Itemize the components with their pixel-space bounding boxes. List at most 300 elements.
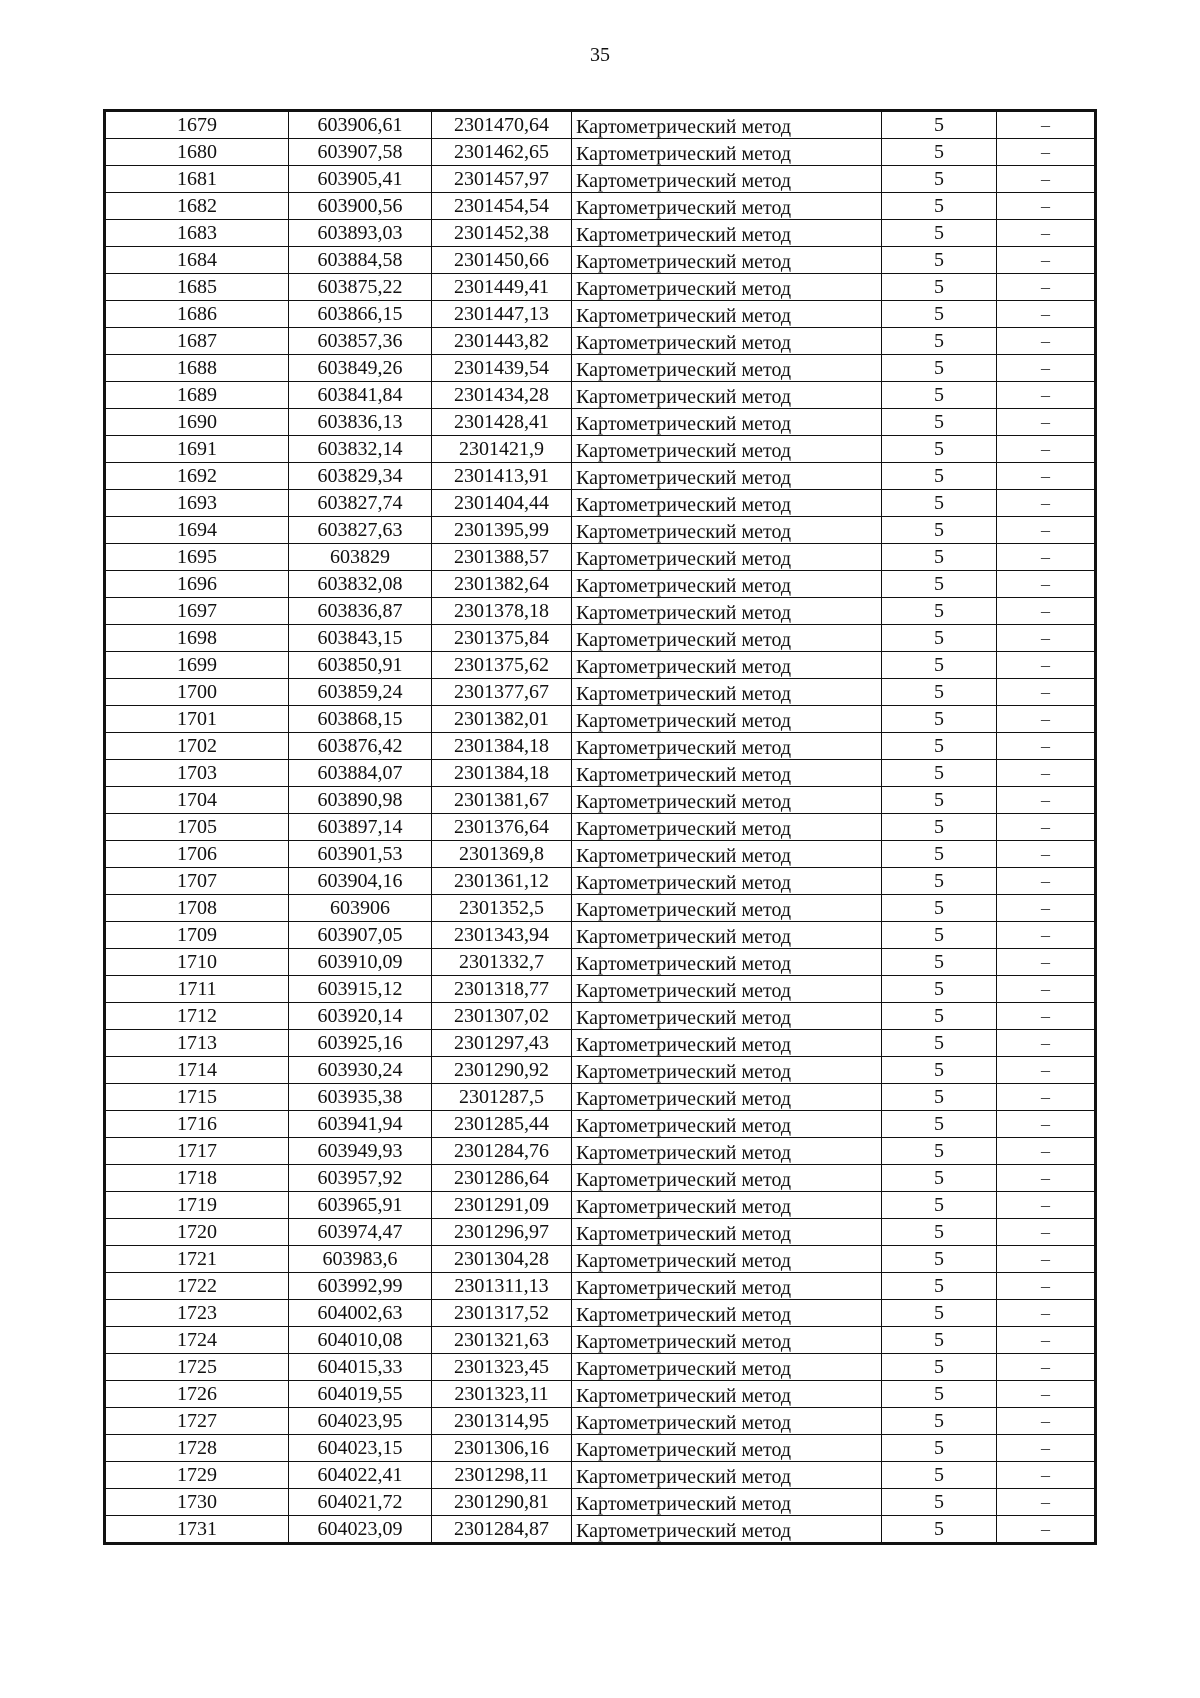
accuracy-cell: 5 [882, 976, 997, 1003]
method-cell: Картометрический метод [572, 384, 882, 411]
accuracy-cell: 5 [882, 247, 997, 274]
table-row [105, 679, 1096, 706]
y-coordinate-cell: 2301382,01 [432, 706, 572, 733]
y-coordinate-cell: 2301343,94 [432, 922, 572, 949]
y-coordinate-cell: 2301369,8 [432, 841, 572, 868]
point-number-cell: 1710 [105, 949, 289, 976]
point-number-cell: 1684 [105, 247, 289, 274]
x-coordinate-cell: 604015,33 [289, 1354, 432, 1381]
description-cell: – [997, 274, 1096, 301]
description-cell: – [997, 1003, 1096, 1030]
description-cell: – [997, 1489, 1096, 1516]
table-row [105, 571, 1096, 598]
y-coordinate-cell: 2301378,18 [432, 598, 572, 625]
table-row [105, 274, 1096, 301]
point-number-cell: 1714 [105, 1057, 289, 1084]
method-cell: Картометрический метод [572, 222, 882, 249]
y-coordinate-cell: 2301307,02 [432, 1003, 572, 1030]
accuracy-cell: 5 [882, 1138, 997, 1165]
table-row [105, 1219, 1096, 1246]
point-number-cell: 1721 [105, 1246, 289, 1273]
description-cell: – [997, 895, 1096, 922]
y-coordinate-cell: 2301297,43 [432, 1030, 572, 1057]
x-coordinate-cell: 603992,99 [289, 1273, 432, 1300]
table-row [105, 652, 1096, 679]
table-row [105, 1192, 1096, 1219]
method-cell: Картометрический метод [572, 1086, 882, 1113]
point-number-cell: 1702 [105, 733, 289, 760]
description-cell: – [997, 382, 1096, 409]
table-row [105, 760, 1096, 787]
accuracy-cell: 5 [882, 760, 997, 787]
x-coordinate-cell: 603827,74 [289, 490, 432, 517]
accuracy-cell: 5 [882, 814, 997, 841]
x-coordinate-cell: 603875,22 [289, 274, 432, 301]
point-number-cell: 1728 [105, 1435, 289, 1462]
y-coordinate-cell: 2301290,92 [432, 1057, 572, 1084]
method-cell: Картометрический метод [572, 113, 882, 141]
y-coordinate-cell: 2301462,65 [432, 139, 572, 166]
x-coordinate-cell: 603910,09 [289, 949, 432, 976]
method-cell: Картометрический метод [572, 465, 882, 492]
table-row [105, 1111, 1096, 1138]
table-row [105, 1516, 1096, 1544]
y-coordinate-cell: 2301388,57 [432, 544, 572, 571]
x-coordinate-cell: 603849,26 [289, 355, 432, 382]
description-cell: – [997, 706, 1096, 733]
table-row [105, 490, 1096, 517]
y-coordinate-cell: 2301290,81 [432, 1489, 572, 1516]
point-number-cell: 1701 [105, 706, 289, 733]
table-row [105, 733, 1096, 760]
method-cell: Картометрический метод [572, 303, 882, 330]
method-cell: Картометрический метод [572, 1248, 882, 1275]
x-coordinate-cell: 603915,12 [289, 976, 432, 1003]
point-number-cell: 1699 [105, 652, 289, 679]
x-coordinate-cell: 603905,41 [289, 166, 432, 193]
method-cell: Картометрический метод [572, 1491, 882, 1518]
table-row [105, 1381, 1096, 1408]
y-coordinate-cell: 2301291,09 [432, 1192, 572, 1219]
accuracy-cell: 5 [882, 111, 997, 139]
accuracy-cell: 5 [882, 517, 997, 544]
description-cell: – [997, 841, 1096, 868]
accuracy-cell: 5 [882, 409, 997, 436]
y-coordinate-cell: 2301286,64 [432, 1165, 572, 1192]
description-cell: – [997, 1111, 1096, 1138]
method-cell: Картометрический метод [572, 1464, 882, 1491]
point-number-cell: 1694 [105, 517, 289, 544]
method-cell: Картометрический метод [572, 654, 882, 681]
point-number-cell: 1718 [105, 1165, 289, 1192]
method-cell: Картометрический метод [572, 1221, 882, 1248]
method-cell: Картометрический метод [572, 1059, 882, 1086]
point-number-cell: 1696 [105, 571, 289, 598]
accuracy-cell: 5 [882, 436, 997, 463]
table-row [105, 1084, 1096, 1111]
x-coordinate-cell: 603850,91 [289, 652, 432, 679]
description-cell: – [997, 976, 1096, 1003]
y-coordinate-cell: 2301439,54 [432, 355, 572, 382]
method-cell: Картометрический метод [572, 762, 882, 789]
table-row [105, 922, 1096, 949]
x-coordinate-cell: 603965,91 [289, 1192, 432, 1219]
accuracy-cell: 5 [882, 1516, 997, 1544]
point-number-cell: 1712 [105, 1003, 289, 1030]
accuracy-cell: 5 [882, 355, 997, 382]
accuracy-cell: 5 [882, 490, 997, 517]
y-coordinate-cell: 2301382,64 [432, 571, 572, 598]
accuracy-cell: 5 [882, 301, 997, 328]
point-number-cell: 1680 [105, 139, 289, 166]
table-row [105, 517, 1096, 544]
description-cell: – [997, 544, 1096, 571]
x-coordinate-cell: 604023,09 [289, 1516, 432, 1544]
accuracy-cell: 5 [882, 1354, 997, 1381]
accuracy-cell: 5 [882, 166, 997, 193]
x-coordinate-cell: 603906 [289, 895, 432, 922]
table-row [105, 111, 1096, 139]
x-coordinate-cell: 603857,36 [289, 328, 432, 355]
description-cell: – [997, 490, 1096, 517]
table-row [105, 1354, 1096, 1381]
table-row [105, 814, 1096, 841]
point-number-cell: 1705 [105, 814, 289, 841]
description-cell: – [997, 868, 1096, 895]
x-coordinate-cell: 603868,15 [289, 706, 432, 733]
method-cell: Картометрический метод [572, 708, 882, 735]
method-cell: Картометрический метод [572, 1005, 882, 1032]
y-coordinate-cell: 2301452,38 [432, 220, 572, 247]
method-cell: Картометрический метод [572, 924, 882, 951]
y-coordinate-cell: 2301285,44 [432, 1111, 572, 1138]
description-cell: – [997, 111, 1096, 139]
table-row [105, 1138, 1096, 1165]
description-cell: – [997, 355, 1096, 382]
method-cell: Картометрический метод [572, 1302, 882, 1329]
point-number-cell: 1703 [105, 760, 289, 787]
x-coordinate-cell: 603901,53 [289, 841, 432, 868]
accuracy-cell: 5 [882, 949, 997, 976]
accuracy-cell: 5 [882, 679, 997, 706]
point-number-cell: 1716 [105, 1111, 289, 1138]
y-coordinate-cell: 2301376,64 [432, 814, 572, 841]
x-coordinate-cell: 604019,55 [289, 1381, 432, 1408]
table-row [105, 706, 1096, 733]
method-cell: Картометрический метод [572, 1329, 882, 1356]
description-cell: – [997, 1273, 1096, 1300]
x-coordinate-cell: 603974,47 [289, 1219, 432, 1246]
point-number-cell: 1730 [105, 1489, 289, 1516]
point-number-cell: 1679 [105, 111, 289, 139]
description-cell: – [997, 220, 1096, 247]
method-cell: Картометрический метод [572, 1383, 882, 1410]
method-cell: Картометрический метод [572, 843, 882, 870]
accuracy-cell: 5 [882, 1327, 997, 1354]
accuracy-cell: 5 [882, 571, 997, 598]
description-cell: – [997, 679, 1096, 706]
method-cell: Картометрический метод [572, 546, 882, 573]
x-coordinate-cell: 603836,13 [289, 409, 432, 436]
x-coordinate-cell: 603829 [289, 544, 432, 571]
x-coordinate-cell: 603893,03 [289, 220, 432, 247]
x-coordinate-cell: 603859,24 [289, 679, 432, 706]
method-cell: Картометрический метод [572, 195, 882, 222]
point-number-cell: 1727 [105, 1408, 289, 1435]
method-cell: Картометрический метод [572, 357, 882, 384]
point-number-cell: 1693 [105, 490, 289, 517]
x-coordinate-cell: 603906,61 [289, 111, 432, 139]
method-cell: Картометрический метод [572, 1113, 882, 1140]
accuracy-cell: 5 [882, 1057, 997, 1084]
table-row [105, 328, 1096, 355]
method-cell: Картометрический метод [572, 816, 882, 843]
description-cell: – [997, 1354, 1096, 1381]
table-row [105, 355, 1096, 382]
x-coordinate-cell: 603983,6 [289, 1246, 432, 1273]
description-cell: – [997, 328, 1096, 355]
description-cell: – [997, 517, 1096, 544]
description-cell: – [997, 1381, 1096, 1408]
accuracy-cell: 5 [882, 1381, 997, 1408]
x-coordinate-cell: 603832,14 [289, 436, 432, 463]
method-cell: Картометрический метод [572, 789, 882, 816]
table-row [105, 1435, 1096, 1462]
accuracy-cell: 5 [882, 895, 997, 922]
point-number-cell: 1724 [105, 1327, 289, 1354]
point-number-cell: 1681 [105, 166, 289, 193]
accuracy-cell: 5 [882, 1435, 997, 1462]
description-cell: – [997, 1165, 1096, 1192]
table-row [105, 1489, 1096, 1516]
method-cell: Картометрический метод [572, 438, 882, 465]
point-number-cell: 1691 [105, 436, 289, 463]
accuracy-cell: 5 [882, 1273, 997, 1300]
description-cell: – [997, 436, 1096, 463]
y-coordinate-cell: 2301404,44 [432, 490, 572, 517]
x-coordinate-cell: 604023,15 [289, 1435, 432, 1462]
accuracy-cell: 5 [882, 1219, 997, 1246]
page-number: 35 [590, 44, 610, 66]
accuracy-cell: 5 [882, 625, 997, 652]
point-number-cell: 1720 [105, 1219, 289, 1246]
y-coordinate-cell: 2301447,13 [432, 301, 572, 328]
method-cell: Картометрический метод [572, 1437, 882, 1464]
description-cell: – [997, 166, 1096, 193]
table-row [105, 409, 1096, 436]
method-cell: Картометрический метод [572, 1194, 882, 1221]
table-row [105, 1165, 1096, 1192]
y-coordinate-cell: 2301321,63 [432, 1327, 572, 1354]
table-row [105, 166, 1096, 193]
table-row [105, 1030, 1096, 1057]
point-number-cell: 1707 [105, 868, 289, 895]
table-row [105, 1003, 1096, 1030]
point-number-cell: 1686 [105, 301, 289, 328]
y-coordinate-cell: 2301413,91 [432, 463, 572, 490]
x-coordinate-cell: 603832,08 [289, 571, 432, 598]
accuracy-cell: 5 [882, 652, 997, 679]
table-row [105, 949, 1096, 976]
accuracy-cell: 5 [882, 544, 997, 571]
table-row [105, 1462, 1096, 1489]
table-row [105, 1408, 1096, 1435]
x-coordinate-cell: 603957,92 [289, 1165, 432, 1192]
table-row [105, 1273, 1096, 1300]
x-coordinate-cell: 603876,42 [289, 733, 432, 760]
accuracy-cell: 5 [882, 868, 997, 895]
method-cell: Картометрический метод [572, 951, 882, 978]
x-coordinate-cell: 603841,84 [289, 382, 432, 409]
table-row [105, 247, 1096, 274]
accuracy-cell: 5 [882, 1300, 997, 1327]
point-number-cell: 1689 [105, 382, 289, 409]
accuracy-cell: 5 [882, 1084, 997, 1111]
table-row [105, 976, 1096, 1003]
point-number-cell: 1688 [105, 355, 289, 382]
table-row [105, 1300, 1096, 1327]
table-row [105, 382, 1096, 409]
description-cell: – [997, 301, 1096, 328]
y-coordinate-cell: 2301428,41 [432, 409, 572, 436]
accuracy-cell: 5 [882, 382, 997, 409]
point-number-cell: 1726 [105, 1381, 289, 1408]
method-cell: Картометрический метод [572, 141, 882, 168]
x-coordinate-cell: 603949,93 [289, 1138, 432, 1165]
table-row [105, 1246, 1096, 1273]
method-cell: Картометрический метод [572, 1167, 882, 1194]
x-coordinate-cell: 603827,63 [289, 517, 432, 544]
y-coordinate-cell: 2301450,66 [432, 247, 572, 274]
x-coordinate-cell: 604021,72 [289, 1489, 432, 1516]
accuracy-cell: 5 [882, 139, 997, 166]
table-row [105, 301, 1096, 328]
y-coordinate-cell: 2301381,67 [432, 787, 572, 814]
y-coordinate-cell: 2301317,52 [432, 1300, 572, 1327]
point-number-cell: 1695 [105, 544, 289, 571]
point-number-cell: 1729 [105, 1462, 289, 1489]
x-coordinate-cell: 604010,08 [289, 1327, 432, 1354]
accuracy-cell: 5 [882, 598, 997, 625]
point-number-cell: 1682 [105, 193, 289, 220]
table-row [105, 544, 1096, 571]
description-cell: – [997, 1327, 1096, 1354]
description-cell: – [997, 787, 1096, 814]
accuracy-cell: 5 [882, 274, 997, 301]
method-cell: Картометрический метод [572, 600, 882, 627]
y-coordinate-cell: 2301449,41 [432, 274, 572, 301]
x-coordinate-cell: 603941,94 [289, 1111, 432, 1138]
table-row [105, 868, 1096, 895]
accuracy-cell: 5 [882, 220, 997, 247]
point-number-cell: 1717 [105, 1138, 289, 1165]
x-coordinate-cell: 604002,63 [289, 1300, 432, 1327]
table-row [105, 436, 1096, 463]
point-number-cell: 1723 [105, 1300, 289, 1327]
point-number-cell: 1698 [105, 625, 289, 652]
accuracy-cell: 5 [882, 787, 997, 814]
table-row [105, 1057, 1096, 1084]
description-cell: – [997, 652, 1096, 679]
description-cell: – [997, 1462, 1096, 1489]
y-coordinate-cell: 2301352,5 [432, 895, 572, 922]
point-number-cell: 1685 [105, 274, 289, 301]
description-cell: – [997, 598, 1096, 625]
accuracy-cell: 5 [882, 463, 997, 490]
x-coordinate-cell: 603920,14 [289, 1003, 432, 1030]
table-row [105, 787, 1096, 814]
x-coordinate-cell: 603935,38 [289, 1084, 432, 1111]
x-coordinate-cell: 603829,34 [289, 463, 432, 490]
accuracy-cell: 5 [882, 841, 997, 868]
y-coordinate-cell: 2301323,45 [432, 1354, 572, 1381]
accuracy-cell: 5 [882, 1462, 997, 1489]
x-coordinate-cell: 603843,15 [289, 625, 432, 652]
point-number-cell: 1708 [105, 895, 289, 922]
description-cell: – [997, 1435, 1096, 1462]
y-coordinate-cell: 2301304,28 [432, 1246, 572, 1273]
method-cell: Картометрический метод [572, 1140, 882, 1167]
accuracy-cell: 5 [882, 733, 997, 760]
y-coordinate-cell: 2301287,5 [432, 1084, 572, 1111]
description-cell: – [997, 1516, 1096, 1544]
accuracy-cell: 5 [882, 1111, 997, 1138]
method-cell: Картометрический метод [572, 276, 882, 303]
method-cell: Картометрический метод [572, 1032, 882, 1059]
accuracy-cell: 5 [882, 1165, 997, 1192]
description-cell: – [997, 247, 1096, 274]
method-cell: Картометрический метод [572, 870, 882, 897]
description-cell: – [997, 1192, 1096, 1219]
method-cell: Картометрический метод [572, 681, 882, 708]
y-coordinate-cell: 2301375,62 [432, 652, 572, 679]
accuracy-cell: 5 [882, 706, 997, 733]
x-coordinate-cell: 603884,58 [289, 247, 432, 274]
description-cell: – [997, 760, 1096, 787]
y-coordinate-cell: 2301306,16 [432, 1435, 572, 1462]
y-coordinate-cell: 2301284,76 [432, 1138, 572, 1165]
x-coordinate-cell: 603907,05 [289, 922, 432, 949]
description-cell: – [997, 409, 1096, 436]
description-cell: – [997, 139, 1096, 166]
x-coordinate-cell: 603836,87 [289, 598, 432, 625]
y-coordinate-cell: 2301298,11 [432, 1462, 572, 1489]
method-cell: Картометрический метод [572, 573, 882, 600]
table-row [105, 625, 1096, 652]
accuracy-cell: 5 [882, 1246, 997, 1273]
description-cell: – [997, 733, 1096, 760]
point-number-cell: 1713 [105, 1030, 289, 1057]
method-cell: Картометрический метод [572, 1356, 882, 1383]
method-cell: Картометрический метод [572, 978, 882, 1005]
x-coordinate-cell: 603930,24 [289, 1057, 432, 1084]
accuracy-cell: 5 [882, 1489, 997, 1516]
method-cell: Картометрический метод [572, 897, 882, 924]
description-cell: – [997, 922, 1096, 949]
table-row [105, 841, 1096, 868]
method-cell: Картометрический метод [572, 1518, 882, 1546]
point-number-cell: 1715 [105, 1084, 289, 1111]
point-number-cell: 1697 [105, 598, 289, 625]
y-coordinate-cell: 2301457,97 [432, 166, 572, 193]
table-row [105, 895, 1096, 922]
y-coordinate-cell: 2301284,87 [432, 1516, 572, 1544]
y-coordinate-cell: 2301323,11 [432, 1381, 572, 1408]
x-coordinate-cell: 603884,07 [289, 760, 432, 787]
description-cell: – [997, 1030, 1096, 1057]
description-cell: – [997, 1057, 1096, 1084]
description-cell: – [997, 814, 1096, 841]
